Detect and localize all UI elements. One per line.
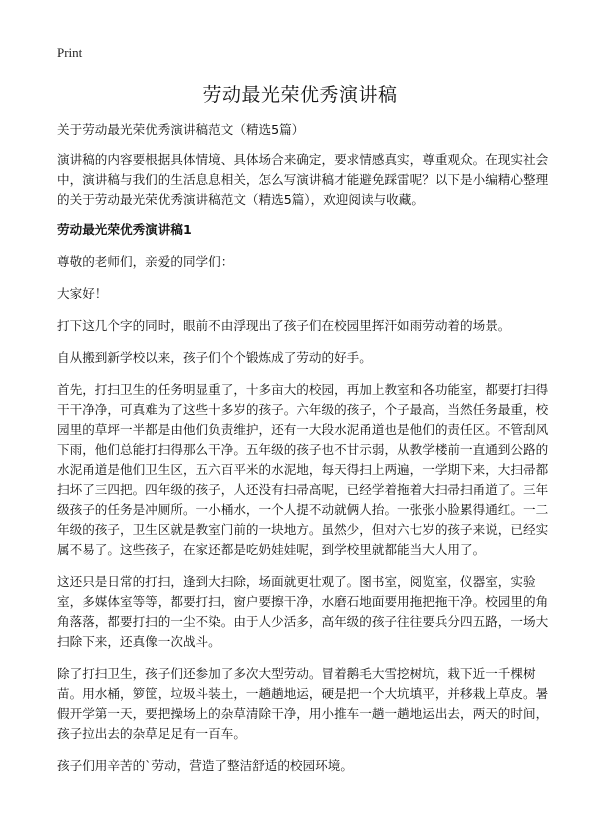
page-title: 劳动最光荣优秀演讲稿	[202, 84, 398, 106]
paragraph: 自从搬到新学校以来，孩子们个个锻炼成了劳动的好手。	[57, 350, 372, 365]
paragraph-hello: 大家好！	[57, 286, 108, 301]
paragraph: 首先，打扫卫生的任务明显重了，十多亩大的校园，再加上教室和各功能室，都要打扫得干干净净，可真难为了这些十多岁的孩子。六年级的孩子，个子最高，当然任务最重，校园里的草坪一半都是由他们负责维护，还有一大段水泥甬道也是他们的责任区。不管刮风下雨，他们总能打扫得那么干净。五年级的孩子也不甘示弱，从教学楼前一直通到公路的水泥甬道是他们卫生区，五六百平米的水泥地，每天得扫上两遍，一学期下来，大扫帚都扫坏了三四把。四年级的孩子，人还没有扫帚高呢，已经学着拖着大扫帚扫甬道了。三年级孩子的任务是冲厕所。一小桶水，一个人提不动就俩人抬。一张张小脸累得通红。一二年级的孩子，卫生区就是教室门前的一块地方。虽然少，但对六七岁的孩子来说，已经实属不易了。这些孩子，在家还都是吃奶娃娃呢，到学校里就都能当大人用了。	[57, 382, 549, 557]
paragraph: 除了打扫卫生，孩子们还参加了多次大型劳动。冒着鹅毛大雪挖树坑，栽下近一千棵树苗。用水桶，箩筐，垃圾斗装土，一趟趟地运，硬是把一个大坑填平，并移栽上草皮。暑假开学第一天，要把操场上的杂草清除干净，用小推车一趟一趟地运出去，两天的时间，孩子拉出去的杂草足足有一百车。	[57, 666, 549, 741]
print-link[interactable]: Print	[57, 45, 83, 60]
article-body	[57, 120, 552, 788]
paragraph: 打下这几个字的同时，眼前不由浮现出了孩子们在校园里挥汗如雨劳动着的场景。	[57, 318, 511, 333]
section-heading: 劳动最光荣优秀演讲稿1	[57, 222, 192, 237]
paragraph: 孩子们用辛苦的`劳动，营造了整洁舒适的校园环境。	[57, 758, 353, 773]
article-subtitle: 关于劳动最光荣优秀演讲稿范文（精选5篇）	[57, 122, 305, 137]
paragraph-greeting: 尊敬的老师们，亲爱的同学们：	[57, 254, 234, 269]
paragraph: 这还只是日常的打扫，逢到大扫除，场面就更壮观了。图书室，阅览室，仪器室，实验室，多媒体室等等，都要打扫，窗户要擦干净，水磨石地面要用拖把拖干净。校园里的角角落落，都要打扫的一尘不染。由于人少活多，高年级的孩子往往要兵分四五路，一场大扫除下来，还真像一次战斗。	[57, 574, 549, 649]
article-intro: 演讲稿的内容要根据具体情境、具体场合来确定，要求情感真实，尊重观众。在现实社会中，演讲稿与我们的生活息息相关，怎么写演讲稿才能避免踩雷呢？以下是小编精心整理的关于劳动最光荣优秀演讲稿范文（精选5篇），欢迎阅读与收藏。	[57, 152, 549, 207]
